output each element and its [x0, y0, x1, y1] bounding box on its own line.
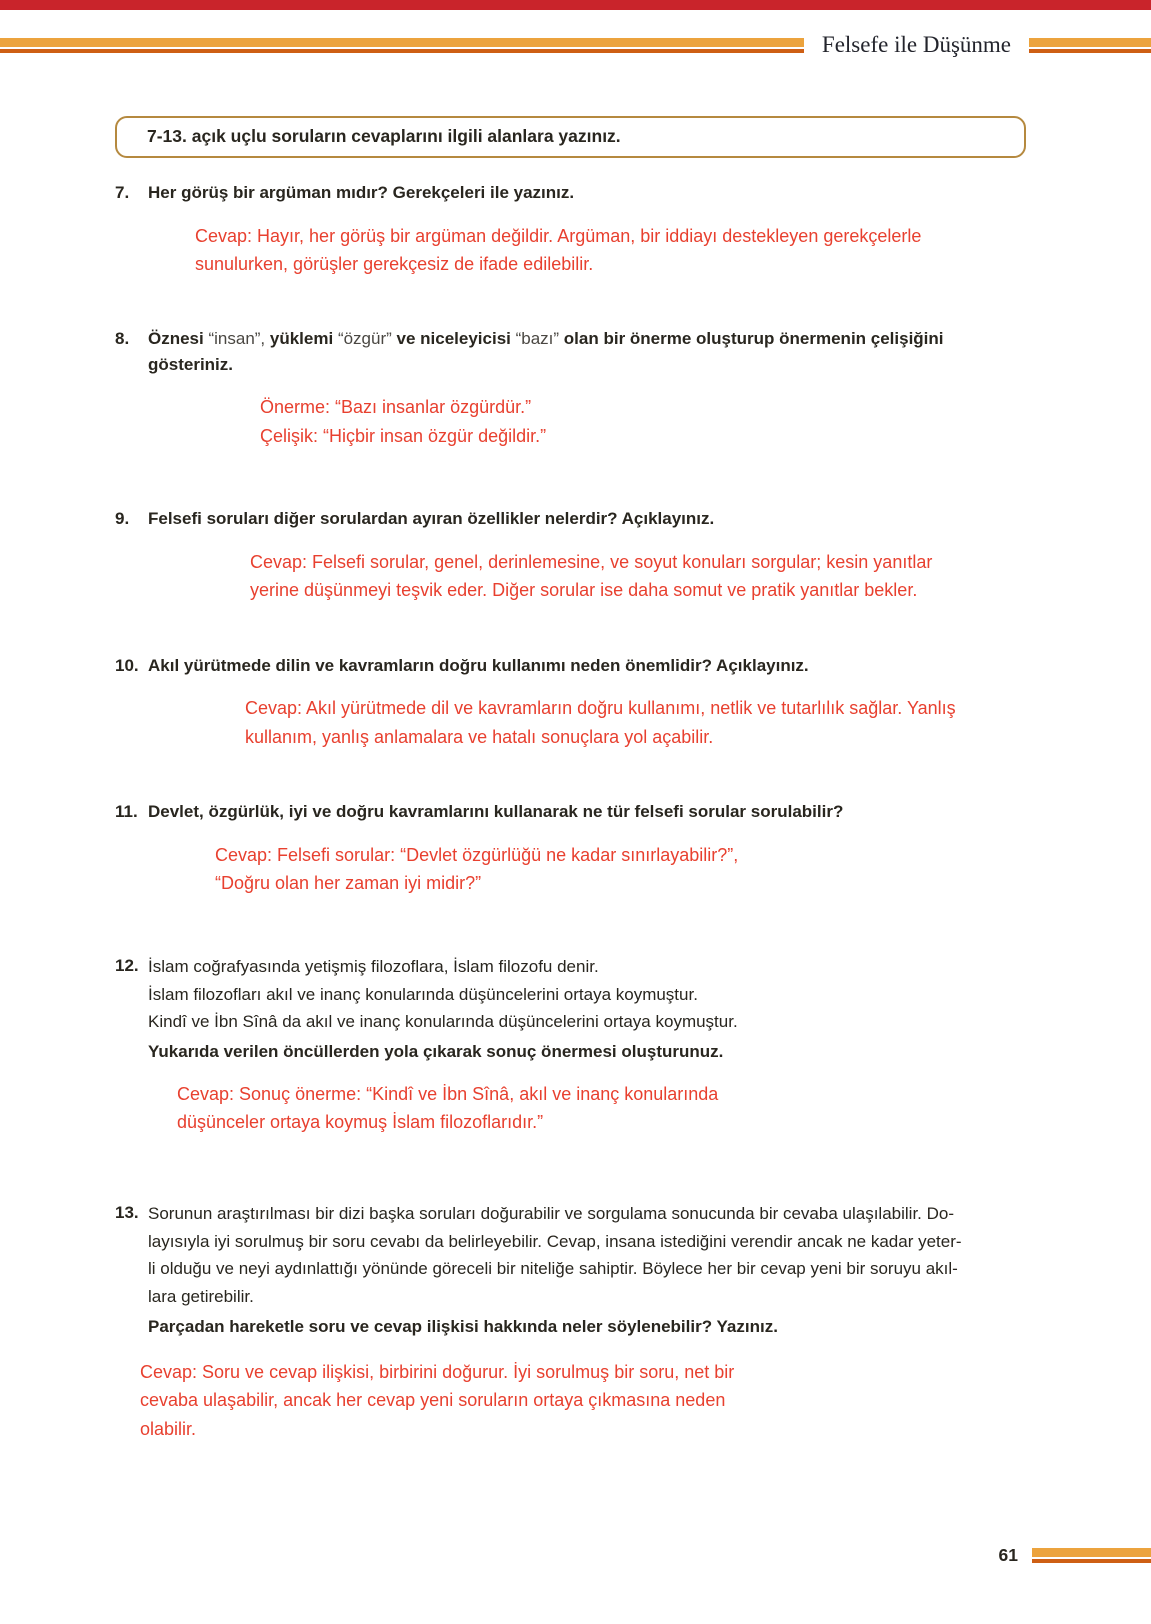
question-number: 8. [115, 329, 130, 349]
instruction-box [115, 116, 1026, 158]
question-text-segment: Öznesi [148, 329, 209, 349]
question-7 [115, 180, 1026, 278]
question-number: 7. [115, 183, 130, 202]
question-text: Her görüş bir argüman mıdır? Gerekçeleri ile yazınız. [148, 183, 575, 202]
page-number: 61 [998, 1545, 1018, 1565]
question-text-segment: ve niceleyicisi [396, 329, 516, 349]
question-row [115, 326, 1026, 377]
question-text-segment: “özgür” [337, 329, 397, 349]
question-10 [115, 653, 1026, 751]
answer-line: kullanım, yanlış anlamalara ve hatalı sonuçlara yol açabilir. [245, 726, 714, 747]
question-12 [115, 953, 1026, 1136]
question-13 [115, 1200, 1026, 1443]
question-text: Felsefi soruları diğer sorulardan ayıran özellikler nelerdir? Açıklayınız. [148, 509, 715, 529]
footer-stripe [1032, 1548, 1151, 1563]
question-text [148, 326, 1026, 377]
top-red-bar [0, 0, 1151, 10]
premise-line: İslam filozofları akıl ve inanç konularında düşüncelerini ortaya koymuştur. [148, 984, 698, 1004]
question-number: 9. [115, 509, 130, 529]
question-row [115, 953, 1026, 1065]
question-prompt: Parçadan hareketle soru ve cevap ilişkisi hakkında neler söylenebilir? Yazınız. [148, 1316, 778, 1336]
passage-line: Sorunun araştırılması bir dizi başka soruları doğurabilir ve sorgulama sonucunda bir cevaba ulaşılabilir. Do- [148, 1204, 955, 1224]
page-header [0, 32, 1151, 58]
answer-line: cevaba ulaşabilir, ancak her cevap yeni soruların ortaya çıkmasına neden [140, 1390, 726, 1411]
answer-line: Cevap: Hayır, her görüş bir argüman değildir. Argüman, bir iddiayı destekleyen gerekçelerle [195, 225, 922, 246]
answer-line: Önerme: “Bazı insanlar özgürdür.” [260, 397, 532, 418]
premise-line: Kindî ve İbn Sînâ da akıl ve inanç konularında düşüncelerini ortaya koymuştur. [148, 1012, 738, 1032]
page-content [0, 116, 1151, 1443]
answer-line: “Doğru olan her zaman iyi midir?” [215, 872, 482, 893]
answer-line: Cevap: Soru ve cevap ilişkisi, birbirini doğurur. İyi sorulmuş bir soru, net bir [140, 1362, 735, 1383]
answer-area-11 [215, 841, 1026, 898]
question-number: 10. [115, 655, 139, 675]
answer-area-12 [177, 1080, 1026, 1137]
header-stripe-right [1029, 38, 1151, 53]
question-row [115, 180, 1026, 206]
question-number: 11. [115, 802, 138, 821]
page-footer [999, 1545, 1151, 1566]
question-body [148, 1200, 1026, 1340]
answer-area-9 [250, 548, 1026, 605]
premise-line: İslam coğrafyasında yetişmiş filozoflara, İslam filozofu denir. [148, 957, 599, 977]
header-stripe-left [0, 38, 804, 53]
question-11 [115, 799, 1026, 897]
answer-line: Cevap: Sonuç önerme: “Kindî ve İbn Sînâ, akıl ve inanç konularında [177, 1083, 719, 1104]
answer-line: olabilir. [140, 1418, 197, 1439]
question-row [115, 1200, 1026, 1340]
instruction-text: 7-13. açık uçlu soruların cevaplarını ilgili alanlara yazınız. [147, 126, 621, 146]
question-9 [115, 506, 1026, 604]
answer-line: Cevap: Felsefi sorular, genel, derinlemesine, ve soyut konuları sorgular; kesin yanıtlar [250, 551, 933, 572]
question-number: 12. [115, 956, 139, 976]
question-row [115, 799, 1026, 825]
answer-line: Çelişik: “Hiçbir insan özgür değildir.” [260, 425, 547, 446]
answer-line: sunulurken, görüşler gerekçesiz de ifade edilebilir. [195, 253, 594, 274]
answer-line: yerine düşünmeyi teşvik eder. Diğer sorular ise daha somut ve pratik yanıtlar bekler. [250, 580, 918, 601]
passage-line: layısıyla iyi sorulmuş bir soru cevabı da belirleyebilir. Cevap, insana istediğini verendir ancak ne kadar yeter- [148, 1231, 962, 1251]
answer-line: Cevap: Felsefi sorular: “Devlet özgürlüğü ne kadar sınırlayabilir?”, [215, 844, 739, 865]
amber-stripe [1032, 1548, 1151, 1557]
question-prompt: Yukarıda verilen öncüllerden yola çıkarak sonuç önermesi oluşturunuz. [148, 1041, 724, 1061]
amber-stripe [0, 38, 804, 47]
question-8 [115, 326, 1026, 450]
amber-stripe [1029, 38, 1151, 47]
question-text-segment: yüklemi [269, 329, 338, 349]
question-body [148, 953, 1026, 1065]
question-row [115, 506, 1026, 532]
passage-line: li olduğu ve neyi aydınlattığı yönünde göreceli bir niteliğe sahiptir. Böylece her bir cevap yeni bir soruyu akıl- [148, 1259, 958, 1279]
question-text-segment: olan bir önerme oluşturup önermenin çelişiğini gösteriniz. [148, 329, 944, 374]
answer-area-7 [195, 222, 1026, 279]
chapter-title: Felsefe ile Düşünme [821, 32, 1011, 57]
question-text-segment: “insan”, [208, 329, 270, 349]
dark-orange-stripe [1029, 49, 1151, 53]
passage-line: lara getirebilir. [148, 1286, 254, 1306]
answer-line: Cevap: Akıl yürütmede dil ve kavramların doğru kullanımı, netlik ve tutarlılık sağlar. Yanlış [245, 698, 956, 719]
answer-line: düşünceler ortaya koymuş İslam filozoflarıdır.” [177, 1111, 544, 1132]
question-number: 13. [115, 1203, 139, 1223]
answer-area-10 [245, 694, 1026, 751]
answer-area-8 [260, 393, 1026, 450]
dark-orange-stripe [1032, 1559, 1151, 1563]
question-text: Devlet, özgürlük, iyi ve doğru kavramlarını kullanarak ne tür felsefi sorular sorulabilir? [148, 802, 844, 821]
question-text: Akıl yürütmede dilin ve kavramların doğru kullanımı neden önemlidir? Açıklayınız. [148, 655, 809, 675]
dark-orange-stripe [0, 49, 804, 53]
answer-area-13 [140, 1358, 1026, 1443]
question-text-segment: “bazı” [515, 329, 564, 349]
question-row [115, 653, 1026, 679]
